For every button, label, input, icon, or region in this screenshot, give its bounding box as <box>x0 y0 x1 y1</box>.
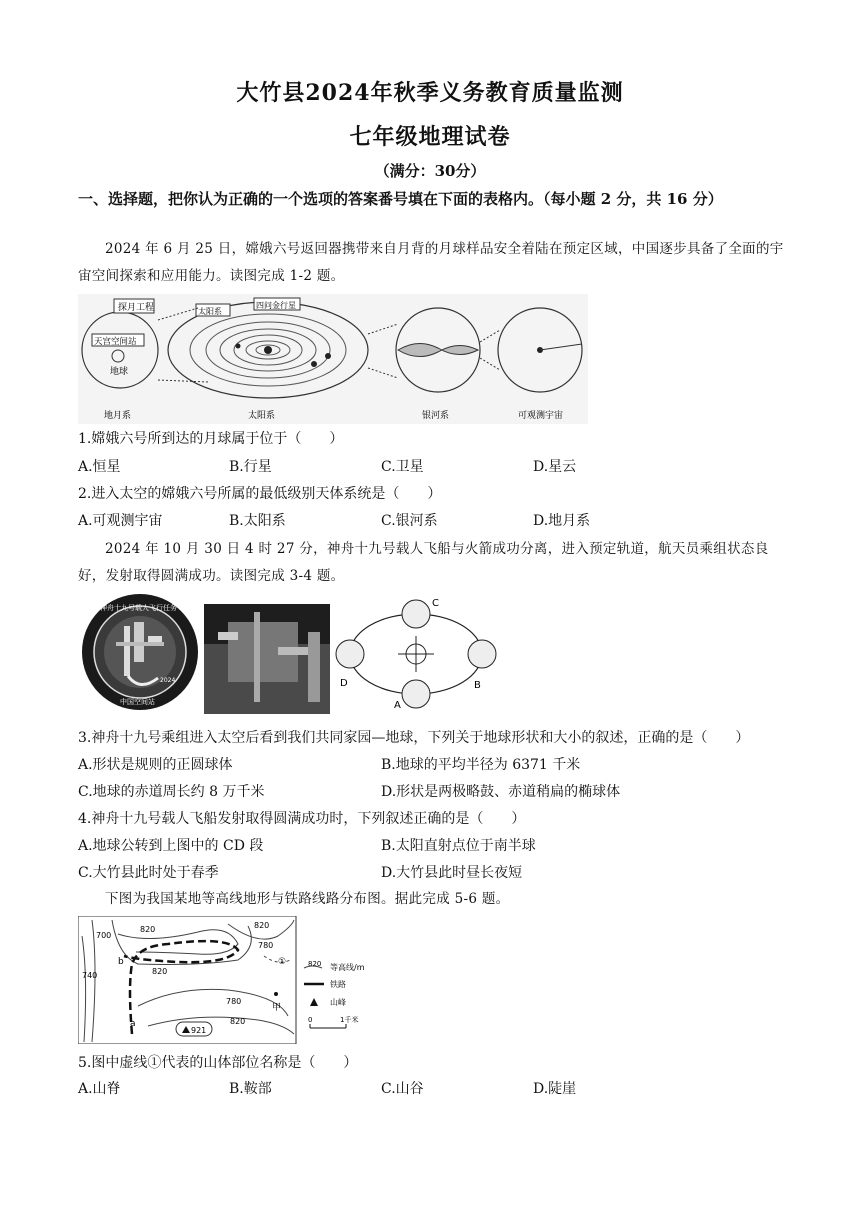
q5-option-d[interactable]: D.陡崖 <box>533 1081 577 1097</box>
q1-option-a[interactable]: A.恒星 <box>78 459 121 475</box>
question-5-stem: 5.图中虚线①代表的山体部位名称是（ ） <box>78 1055 358 1071</box>
contour-label: 820 <box>140 925 156 934</box>
orbit-label: D <box>340 678 348 689</box>
map-legend <box>304 960 365 1028</box>
full-score: （满分：30分） <box>374 162 486 180</box>
earth-orbit-diagram <box>336 598 496 711</box>
fig1-caption: 太阳系 <box>248 411 276 421</box>
celestial-systems-figure <box>78 294 588 424</box>
q2-option-a[interactable]: A.可观测宇宙 <box>78 513 163 529</box>
mission-badge-icon <box>82 594 198 710</box>
passage-3: 下图为我国某地等高线地形与铁路线路分布图。据此完成 5-6 题。 <box>105 891 510 907</box>
question-3-stem: 3.神舟十九号乘组进入太空后看到我们共同家园—地球，下列关于地球形状和大小的叙述，正确的是（ ） <box>78 730 750 746</box>
badge-year: 2024 <box>160 677 176 684</box>
legend-rail: 铁路 <box>330 980 346 989</box>
legend-contour: 等高线/m <box>330 963 365 972</box>
scale-start: 0 <box>308 1016 313 1024</box>
passage-2: 2024 年 10 月 30 日 4 时 27 分，神舟十九号载人飞船与火箭成功分离，进入预定轨道，航天员乘组状态良好，发射取得圆满成功。读图完成 3-4 题。 <box>78 541 769 584</box>
fig1-caption: 银河系 <box>422 411 450 421</box>
contour-label: 820 <box>152 967 168 976</box>
q4-option-c[interactable]: C.大竹县此时处于春季 <box>78 865 219 881</box>
contour-label: 820 <box>254 921 270 930</box>
point-a: a <box>130 1019 136 1029</box>
point-1: ① <box>278 957 287 967</box>
q1-option-c[interactable]: C.卫星 <box>381 459 424 475</box>
q5-option-a[interactable]: A.山脊 <box>78 1081 121 1097</box>
q2-option-c[interactable]: C.银河系 <box>381 513 438 529</box>
q1-option-d[interactable]: D.星云 <box>533 459 577 475</box>
orbit-label: C <box>432 598 439 609</box>
q5-option-c[interactable]: C.山谷 <box>381 1081 424 1097</box>
legend-peak: 山峰 <box>330 998 346 1007</box>
shenzhou-figure <box>78 592 498 714</box>
q1-option-b[interactable]: B.行星 <box>229 459 272 475</box>
q4-option-a[interactable]: A.地球公转到上图中的 CD 段 <box>78 838 264 854</box>
contour-label: 780 <box>226 997 242 1006</box>
section-heading: 一、选择题，把你认为正确的一个选项的答案番号填在下面的表格内。（每小题 2 分，共 16 分） <box>78 190 723 208</box>
contour-label: 700 <box>96 931 112 940</box>
contour-label: 820 <box>230 1017 246 1026</box>
q2-option-b[interactable]: B.太阳系 <box>229 513 286 529</box>
exam-title: 大竹县2024年秋季义务教育质量监测 <box>236 80 624 106</box>
contour-map-figure <box>78 916 380 1044</box>
fig1-label: 四问金行星 <box>256 301 296 310</box>
badge-text: 神舟十九号载人飞行任务 <box>100 604 177 612</box>
fig1-caption: 地月系 <box>104 411 132 421</box>
exam-subtitle: 七年级地理试卷 <box>349 124 511 150</box>
orbit-label: B <box>474 680 481 691</box>
q5-option-b[interactable]: B.鞍部 <box>229 1081 272 1097</box>
fig1-label: 探月工程 <box>118 303 155 313</box>
contour-label: 740 <box>82 971 98 980</box>
q4-option-d[interactable]: D.大竹县此时昼长夜短 <box>381 865 523 881</box>
fig1-label: 太阳系 <box>198 307 222 316</box>
question-2-stem: 2.进入太空的嫦娥六号所属的最低级别天体系统是（ ） <box>78 486 442 502</box>
q4-option-b[interactable]: B.太阳直射点位于南半球 <box>381 838 536 854</box>
contour-label: 780 <box>258 941 274 950</box>
space-station-photo <box>204 604 330 714</box>
question-4-stem: 4.神舟十九号载人飞船发射取得圆满成功时，下列叙述正确的是（ ） <box>78 811 526 827</box>
fig1-label: 地球 <box>110 367 129 377</box>
point-b: b <box>118 957 124 967</box>
question-1-stem: 1.嫦娥六号所到达的月球属于位于（ ） <box>78 431 344 447</box>
badge-bottom: 中国空间站 <box>120 698 155 706</box>
passage-1: 2024 年 6 月 25 日，嫦娥六号返回器携带来自月背的月球样品安全着陆在预定区域，中国逐步具备了全面的宇宙空间探索和应用能力。读图完成 1-2 题。 <box>78 241 784 284</box>
peak-elevation: 921 <box>191 1026 207 1035</box>
scale-end: 1千米 <box>340 1016 359 1024</box>
q3-option-a[interactable]: A.形状是规则的正圆球体 <box>78 757 233 773</box>
q2-option-d[interactable]: D.地月系 <box>533 513 591 529</box>
fig1-caption: 可观测宇宙 <box>518 411 564 421</box>
q3-option-d[interactable]: D.形状是两极略鼓、赤道稍扁的椭球体 <box>381 784 621 800</box>
q3-option-b[interactable]: B.地球的平均半径为 6371 千米 <box>381 757 581 773</box>
point-jia: 甲 <box>272 1003 282 1013</box>
q3-option-c[interactable]: C.地球的赤道周长约 8 万千米 <box>78 784 265 800</box>
orbit-label: A <box>394 700 401 711</box>
legend-peak-icon <box>310 998 318 1006</box>
fig1-label: 天宫空间站 <box>94 337 137 347</box>
legend-contour-sample: 820 <box>308 960 322 968</box>
